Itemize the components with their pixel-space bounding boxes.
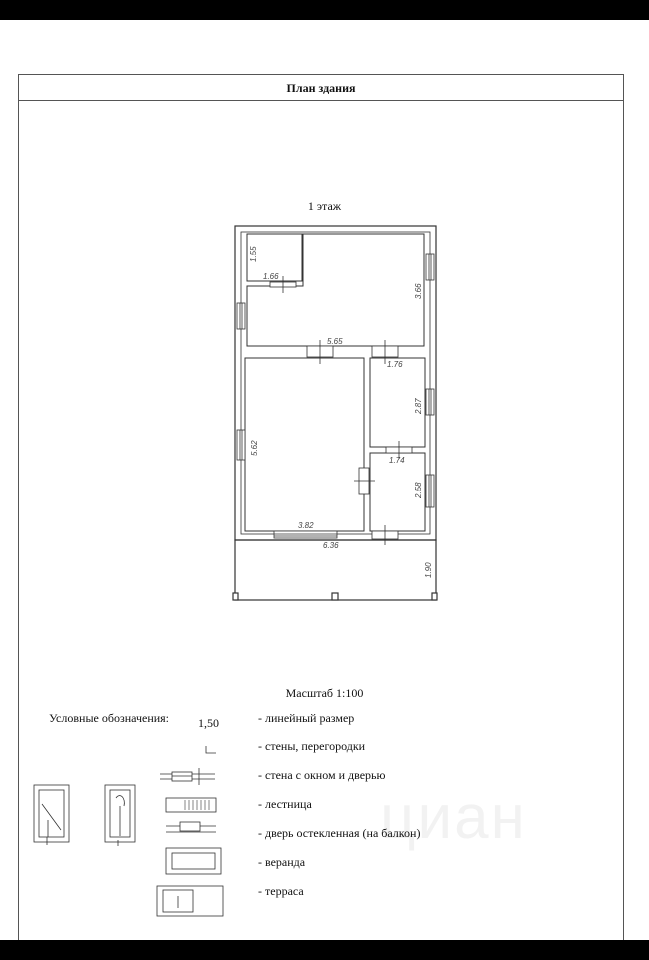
watermark: циан [380,783,527,852]
dim-label: 1.90 [424,562,433,578]
dim-label: 2.87 [414,398,423,414]
legend-item-window-door: - стена с окном и дверью [258,768,386,782]
legend-title: Условные обозначения: [49,711,170,725]
bottom-black-bar [0,940,649,960]
legend-dim-sample: 1,50 [198,716,219,730]
dim-label: 1.76 [387,360,403,369]
legend-item-terrace: - терраса [258,884,304,898]
legend-item-linear-dimension: - линейный размер [258,711,355,725]
dim-label: 5.65 [327,337,343,346]
dim-label: 3.82 [298,521,314,530]
windows [237,254,434,538]
legend-symbols [34,746,223,916]
doors [270,276,412,545]
dim-label: 2.58 [414,482,423,498]
dim-label: 5.62 [250,440,259,456]
floor-label: 1 этаж [307,199,342,213]
dim-label: 3.66 [414,283,423,299]
legend-item-stairs: - лестница [258,797,312,811]
dim-label: 1.55 [249,246,258,262]
legend-item-veranda: - веранда [258,855,306,869]
dim-label: 6.36 [323,541,339,550]
scale-label: Масштаб 1:100 [285,686,364,700]
legend-item-glazed-door: - дверь остекленная (на балкон) [258,826,421,840]
dim-label: 1.74 [389,456,405,465]
dim-label: 1.66 [263,272,279,281]
sheet-title: План здания [19,75,623,101]
legend-item-walls: - стены, перегородки [258,739,366,753]
